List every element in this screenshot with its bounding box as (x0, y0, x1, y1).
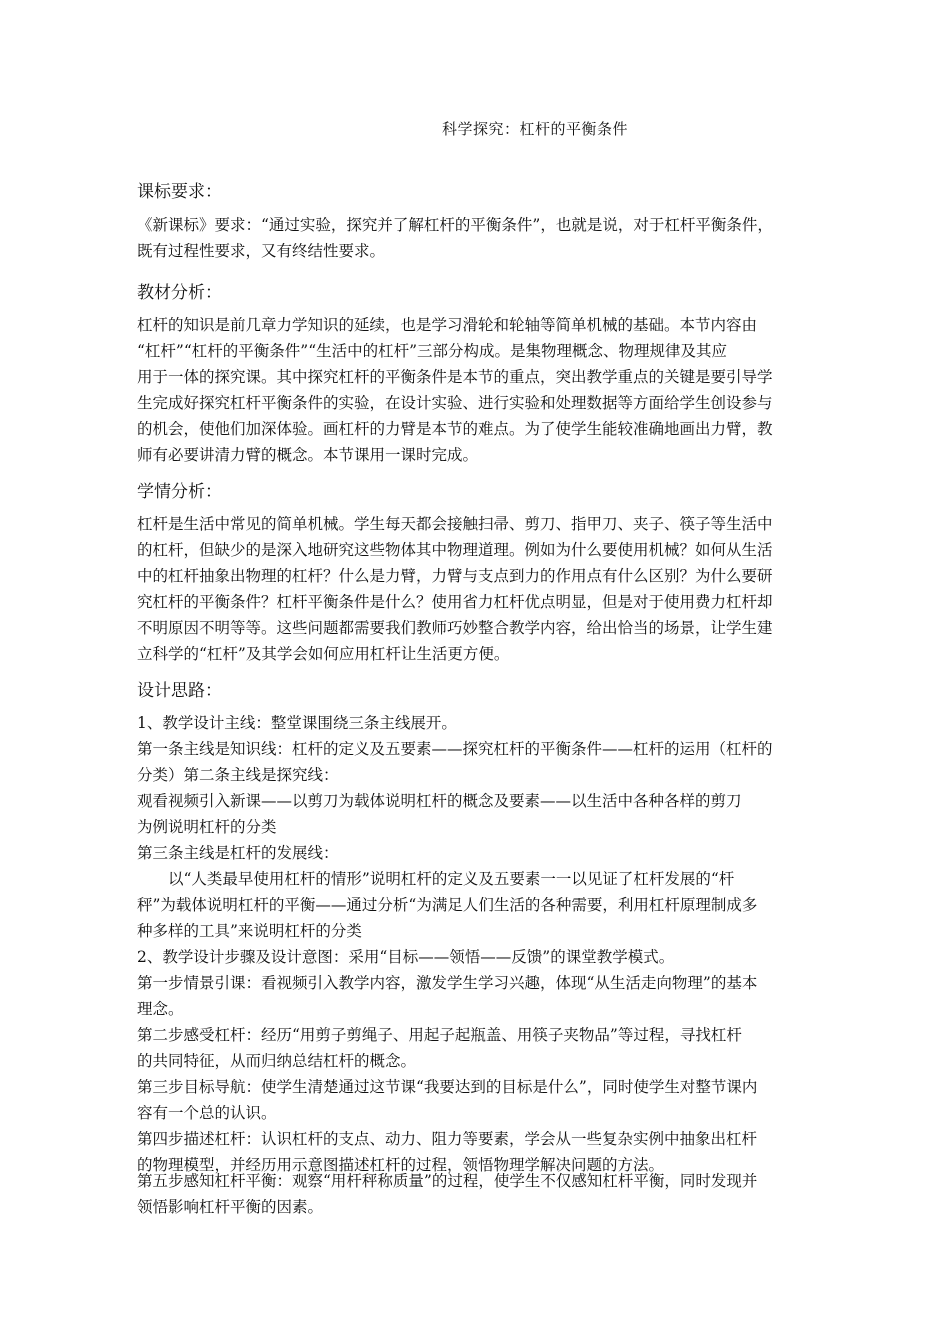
paragraph-students (137, 511, 837, 667)
text-line: 第三步目标导航：使学生清楚通过这节课“我要达到的目标是什么”，同时使学生对整节课内 (137, 1078, 758, 1096)
text-line: 以“人类最早使用杠杆的情形”说明杠杆的定义及五要素一一以见证了杠杆发展的“杆 (168, 870, 735, 888)
text-line: 第三条主线是杠杆的发展线： (137, 844, 339, 862)
text-line: 用于一体的探究课。其中探究杠杆的平衡条件是本节的重点，突出教学重点的关键是要引导学 (137, 368, 773, 386)
paragraph-textbook (137, 312, 837, 468)
text-line: 种多样的工具”来说明杠杆的分类 (137, 922, 362, 940)
text-line: 第二步感受杠杆：经历“用剪子剪绳子、用起子起瓶盖、用筷子夹物品”等过程，寻找杠杆 (137, 1026, 742, 1044)
text-line: 第四步描述杠杆：认识杠杆的支点、动力、阻力等要素，学会从一些复杂实例中抽象出杠杆 (137, 1130, 758, 1148)
text-line: 的共同特征，从而归纳总结杠杆的概念。 (137, 1052, 417, 1070)
section-heading-textbook: 教材分析： (137, 283, 222, 303)
text-line: 师有必要讲清力臂的概念。本节课用一课时完成。 (137, 446, 479, 464)
text-line: 第一步情景引课：看视频引入教学内容，激发学生学习兴趣，体现“从生活走向物理”的基本 (137, 974, 758, 992)
text-line: 杠杆的知识是前几章力学知识的延续，也是学习滑轮和轮轴等简单机械的基础。本节内容由 (137, 316, 758, 334)
text-line: 分类）第二条主线是探究线： (137, 766, 339, 784)
text-line: 1、教学设计主线：整堂课围绕三条主线展开。 (137, 714, 457, 732)
text-line: 立科学的“杠杆”及其学会如何应用杠杆让生活更方便。 (137, 645, 510, 663)
text-line: 的杠杆，但缺少的是深入地研究这些物体其中物理道理。例如为什么要使用机械？如何从生活 (137, 541, 773, 559)
text-line: 为例说明杠杆的分类 (137, 818, 277, 836)
text-line: 不明原因不明等等。这些问题都需要我们教师巧妙整合教学内容，给出恰当的场景，让学生建 (137, 619, 773, 637)
text-line: 观看视频引入新课——以剪刀为载体说明杠杆的概念及要素——以生活中各种各样的剪刀 (137, 792, 742, 810)
paragraph-curriculum (137, 212, 837, 264)
text-line: 2、教学设计步骤及设计意图：采用“目标——领悟——反馈”的课堂教学模式。 (137, 948, 675, 966)
text-line: 《新课标》要求：“通过实验，探究并了解杠杆的平衡条件”，也就是说，对于杠杆平衡条件， (137, 216, 773, 234)
text-line: 容有一个总的认识。 (137, 1104, 277, 1122)
text-line: 领悟影响杠杆平衡的因素。 (137, 1198, 324, 1216)
paragraph-design-mainlines (137, 710, 837, 1178)
text-line: “杠杆”“杠杆的平衡条件”“生活中的杠杆”三部分构成。是集物理概念、物理规律及其应 (137, 342, 728, 360)
section-heading-students: 学情分析： (137, 482, 222, 502)
text-line: 既有过程性要求，又有终结性要求。 (137, 242, 386, 260)
paragraph-design-step5 (137, 1168, 837, 1220)
text-line: 中的杠杆抽象出物理的杠杆？什么是力臂，力臂与支点到力的作用点有什么区别？为什么要研 (137, 567, 773, 585)
text-line: 究杠杆的平衡条件？杠杆平衡条件是什么？使用省力杠杆优点明显，但是对于使用费力杠杆却 (137, 593, 773, 611)
text-line: 第五步感知杠杆平衡：观察“用杆秤称质量”的过程，使学生不仅感知杠杆平衡，同时发现并 (137, 1172, 758, 1190)
text-line: 的机会，使他们加深体验。画杠杆的力臂是本节的难点。为了使学生能较准确地画出力臂，教 (137, 420, 773, 438)
text-line: 的物理模型，并经历用示意图描述杠杆的过程，领悟物理学解决问题的方法。 (137, 1156, 665, 1174)
section-heading-curriculum: 课标要求： (137, 182, 222, 202)
text-line: 第一条主线是知识线：杠杆的定义及五要素——探究杠杆的平衡条件——杠杆的运用（杠杆的 (137, 740, 773, 758)
document-title: 科学探究：杠杆的平衡条件 (442, 120, 629, 138)
text-line: 理念。 (137, 1000, 184, 1018)
text-line: 杠杆是生活中常见的简单机械。学生每天都会接触扫帚、剪刀、指甲刀、夹子、筷子等生活中 (137, 515, 773, 533)
text-line: 生完成好探究杠杆平衡条件的实验，在设计实验、进行实验和处理数据等方面给学生创设参与 (137, 394, 773, 412)
text-line: 秤”为载体说明杠杆的平衡——通过分析“为满足人们生活的各种需要，利用杠杆原理制成多 (137, 896, 758, 914)
section-heading-design: 设计思路： (137, 681, 222, 701)
